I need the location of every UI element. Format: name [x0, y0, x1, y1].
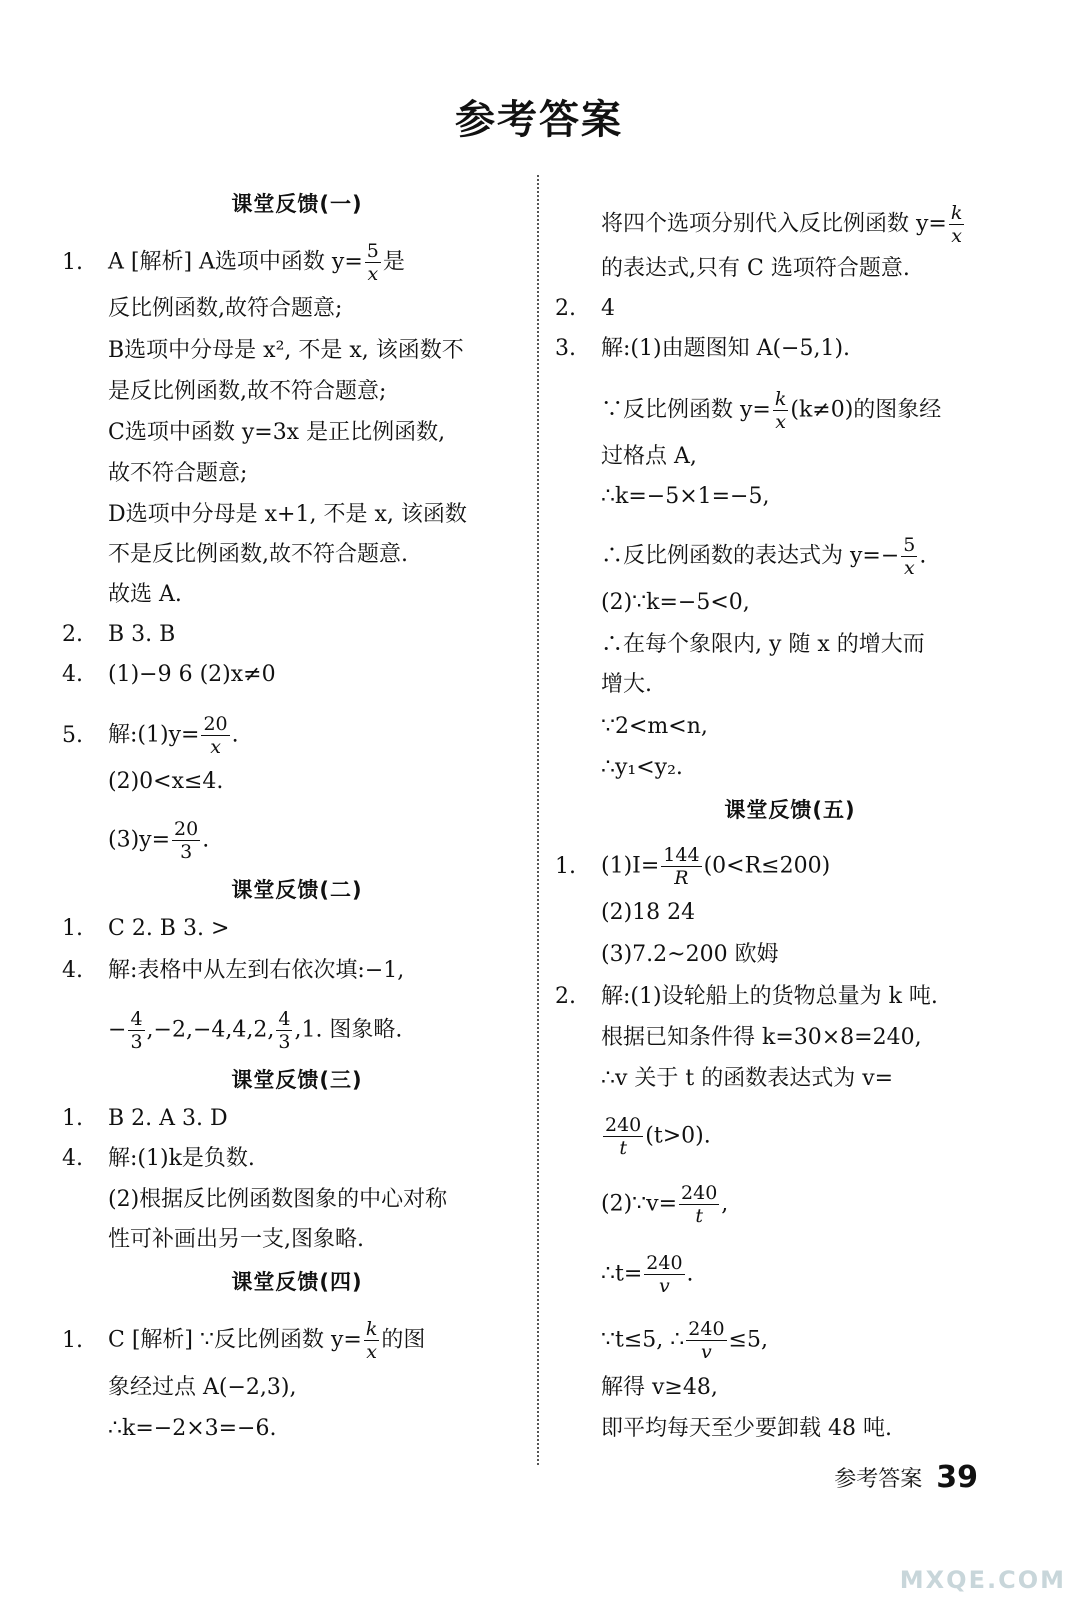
question-number: 2.	[555, 296, 576, 321]
denominator: v	[701, 1341, 712, 1363]
numerator: 144	[663, 844, 700, 866]
section-heading-1: 课堂反馈(一)	[231, 192, 363, 216]
answer-line	[62, 660, 276, 690]
answer-line: C选项中函数 y=3x 是正比例函数,	[108, 420, 446, 445]
answer-text: C 2. B 3. >	[108, 916, 230, 941]
answer-line: (2)∵k=−5<0,	[601, 590, 750, 615]
answer-line	[555, 844, 830, 889]
denominator: x	[951, 225, 962, 247]
answer-line	[62, 713, 239, 758]
denominator: x	[775, 411, 786, 433]
answer-text: .	[202, 827, 210, 853]
question-number: 4.	[62, 662, 83, 687]
answer-text: B 2. A 3. D	[108, 1106, 228, 1131]
numerator: 20	[203, 713, 228, 735]
footer-label: 参考答案	[834, 1467, 923, 1492]
fraction	[686, 1318, 726, 1363]
denominator: x	[366, 1341, 377, 1363]
answer-text: ∴反比例函数的表达式为 y=−	[601, 543, 900, 569]
section-heading-5: 课堂反馈(五)	[724, 798, 856, 822]
answer-line	[62, 620, 175, 650]
answer-text: C [解析] ∵反比例函数 y=	[108, 1327, 362, 1353]
answer-line: D选项中分母是 x+1, 不是 x, 该函数	[108, 502, 467, 527]
fraction	[276, 1008, 292, 1053]
answer-line	[555, 388, 941, 433]
answer-text: .	[919, 543, 927, 569]
denominator: t	[619, 1137, 627, 1159]
section-heading-2: 课堂反馈(二)	[231, 878, 363, 902]
numerator: 4	[130, 1008, 143, 1030]
answer-text: 解:表格中从左到右依次填:−1,	[108, 958, 405, 983]
answer-line	[62, 1318, 425, 1363]
question-number: 2.	[555, 984, 576, 1009]
answer-line: ∴k=−2×3=−6.	[108, 1416, 277, 1441]
fraction	[603, 1114, 643, 1159]
answer-line	[555, 1252, 694, 1297]
answer-line	[555, 534, 926, 579]
answer-text: 解:(1)y=	[108, 722, 200, 748]
denominator: x	[367, 263, 379, 285]
question-number: 1.	[555, 853, 576, 879]
answer-text: ∵反比例函数 y=	[601, 397, 771, 423]
fraction	[365, 240, 381, 285]
answer-line	[62, 914, 229, 944]
answer-text: ∵t≤5, ∴	[601, 1327, 685, 1353]
question-number: 1.	[62, 249, 83, 275]
numerator: 5	[366, 240, 379, 262]
answer-line: ∵2<m<n,	[601, 714, 708, 739]
numerator: k	[774, 388, 787, 410]
page-footer	[834, 1460, 978, 1495]
numerator: 240	[681, 1182, 718, 1204]
fraction	[901, 534, 917, 579]
numerator: 240	[688, 1318, 725, 1340]
numerator: 240	[605, 1114, 642, 1136]
question-number: 1.	[62, 916, 83, 941]
denominator: 3	[130, 1031, 143, 1053]
fraction	[773, 388, 789, 433]
answer-text: 的图	[381, 1327, 426, 1353]
answer-text: .	[231, 722, 239, 748]
answer-line	[555, 1182, 728, 1227]
numerator: 5	[903, 534, 916, 556]
page-number: 39	[936, 1460, 978, 1495]
answer-line: 象经过点 A(−2,3),	[108, 1375, 297, 1400]
question-number: 4.	[62, 958, 83, 983]
answer-line: 是反比例函数,故不符合题意;	[108, 379, 387, 404]
answer-line	[62, 1104, 228, 1134]
answer-line: ∴v 关于 t 的函数表达式为 v=	[601, 1066, 894, 1091]
answer-text: ,	[721, 1191, 729, 1217]
answer-text: 解:(1)设轮船上的货物总量为 k 吨.	[601, 984, 938, 1009]
answer-text: 解:(1)由题图知 A(−5,1).	[601, 336, 851, 361]
fraction	[679, 1182, 719, 1227]
answer-line	[62, 240, 405, 285]
fraction	[644, 1252, 684, 1297]
denominator: 3	[278, 1031, 291, 1053]
answer-text: B 3. B	[108, 622, 176, 647]
question-number: 1.	[62, 1106, 83, 1131]
answer-line: 增大.	[601, 672, 652, 697]
denominator: v	[659, 1275, 670, 1297]
answer-text: (1)−9 6 (2)x≠0	[108, 662, 276, 687]
answer-line: ∴在每个象限内, y 随 x 的增大而	[601, 632, 925, 657]
answer-line: 性可补画出另一支,图象略.	[108, 1227, 364, 1252]
watermark: MXQE.COM	[899, 1566, 1066, 1594]
question-number: 5.	[62, 722, 83, 748]
answer-text: ,−2,−4,4,2,	[146, 1017, 275, 1043]
answer-line: 根据已知条件得 k=30×8=240,	[601, 1025, 922, 1050]
denominator: 3	[180, 841, 193, 863]
denominator: x	[210, 736, 221, 758]
answer-line: 不是反比例函数,故不符合题意.	[108, 542, 408, 567]
answer-line: 故不符合题意;	[108, 461, 248, 486]
numerator: k	[365, 1318, 378, 1340]
question-number: 4.	[62, 1146, 83, 1171]
denominator: t	[695, 1205, 703, 1227]
fraction	[661, 844, 701, 889]
answer-line: 解得 v≥48,	[601, 1375, 718, 1400]
answer-line: (2)0<x≤4.	[108, 769, 224, 794]
answer-line	[555, 202, 966, 247]
answer-line	[555, 334, 850, 364]
question-number: 1.	[62, 1327, 83, 1353]
answer-text: 将四个选项分别代入反比例函数 y=	[601, 211, 947, 237]
answer-line	[555, 1318, 768, 1363]
answer-text: ≤5,	[728, 1327, 768, 1353]
fraction	[949, 202, 965, 247]
answer-text: 是	[382, 249, 405, 275]
numerator: 240	[646, 1252, 683, 1274]
answer-line: (2)根据反比例函数图象的中心对称	[108, 1187, 448, 1212]
question-number: 3.	[555, 336, 576, 361]
fraction	[172, 818, 200, 863]
answer-line	[62, 956, 404, 986]
numerator: k	[950, 202, 963, 224]
answer-line: 的表达式,只有 C 选项符合题意.	[601, 256, 910, 281]
denominator: R	[674, 867, 689, 889]
answer-line: (3)7.2~200 欧姆	[601, 942, 779, 967]
answer-text: −	[108, 1017, 127, 1043]
answer-text: (t>0).	[645, 1123, 711, 1149]
answer-text: (3)y=	[108, 827, 171, 853]
answer-line: 即平均每天至少要卸载 48 吨.	[601, 1416, 892, 1441]
answer-text: (0<R≤200)	[703, 853, 831, 879]
answer-line: B选项中分母是 x², 不是 x, 该函数不	[108, 338, 464, 363]
answer-text: A [解析] A选项中函数 y=	[108, 249, 363, 275]
answer-line	[555, 294, 615, 324]
answer-text: (k≠0)的图象经	[790, 397, 942, 423]
answer-line: (2)18 24	[601, 900, 696, 925]
answer-line: 故选 A.	[108, 582, 182, 607]
fraction	[201, 713, 229, 758]
section-heading-3: 课堂反馈(三)	[231, 1068, 363, 1092]
fraction	[128, 1008, 144, 1053]
denominator: x	[903, 557, 915, 579]
numerator: 20	[174, 818, 199, 840]
answer-line	[62, 1008, 402, 1053]
answer-line: 过格点 A,	[601, 444, 697, 469]
answer-line: ∴k=−5×1=−5,	[601, 484, 770, 509]
answer-line	[555, 982, 938, 1012]
answer-line	[62, 818, 209, 863]
section-heading-4: 课堂反馈(四)	[231, 1270, 363, 1294]
answer-text: (1)I=	[601, 853, 660, 879]
answer-text: ,1. 图象略.	[294, 1017, 403, 1043]
answer-text: .	[686, 1261, 694, 1287]
answer-line: 反比例函数,故符合题意;	[108, 296, 343, 321]
column-divider	[537, 175, 539, 1465]
answer-text: 解:(1)k是负数.	[108, 1146, 255, 1171]
numerator: 4	[278, 1008, 291, 1030]
answer-line	[555, 1114, 711, 1159]
question-number: 2.	[62, 622, 83, 647]
answer-text: (2)∵v=	[601, 1191, 678, 1217]
answer-line: ∴y₁<y₂.	[601, 755, 683, 780]
answer-text: ∴t=	[601, 1261, 643, 1287]
fraction	[364, 1318, 380, 1363]
page-title: 参考答案	[455, 97, 623, 143]
answer-line	[62, 1144, 255, 1174]
answer-text: 4	[601, 296, 615, 321]
